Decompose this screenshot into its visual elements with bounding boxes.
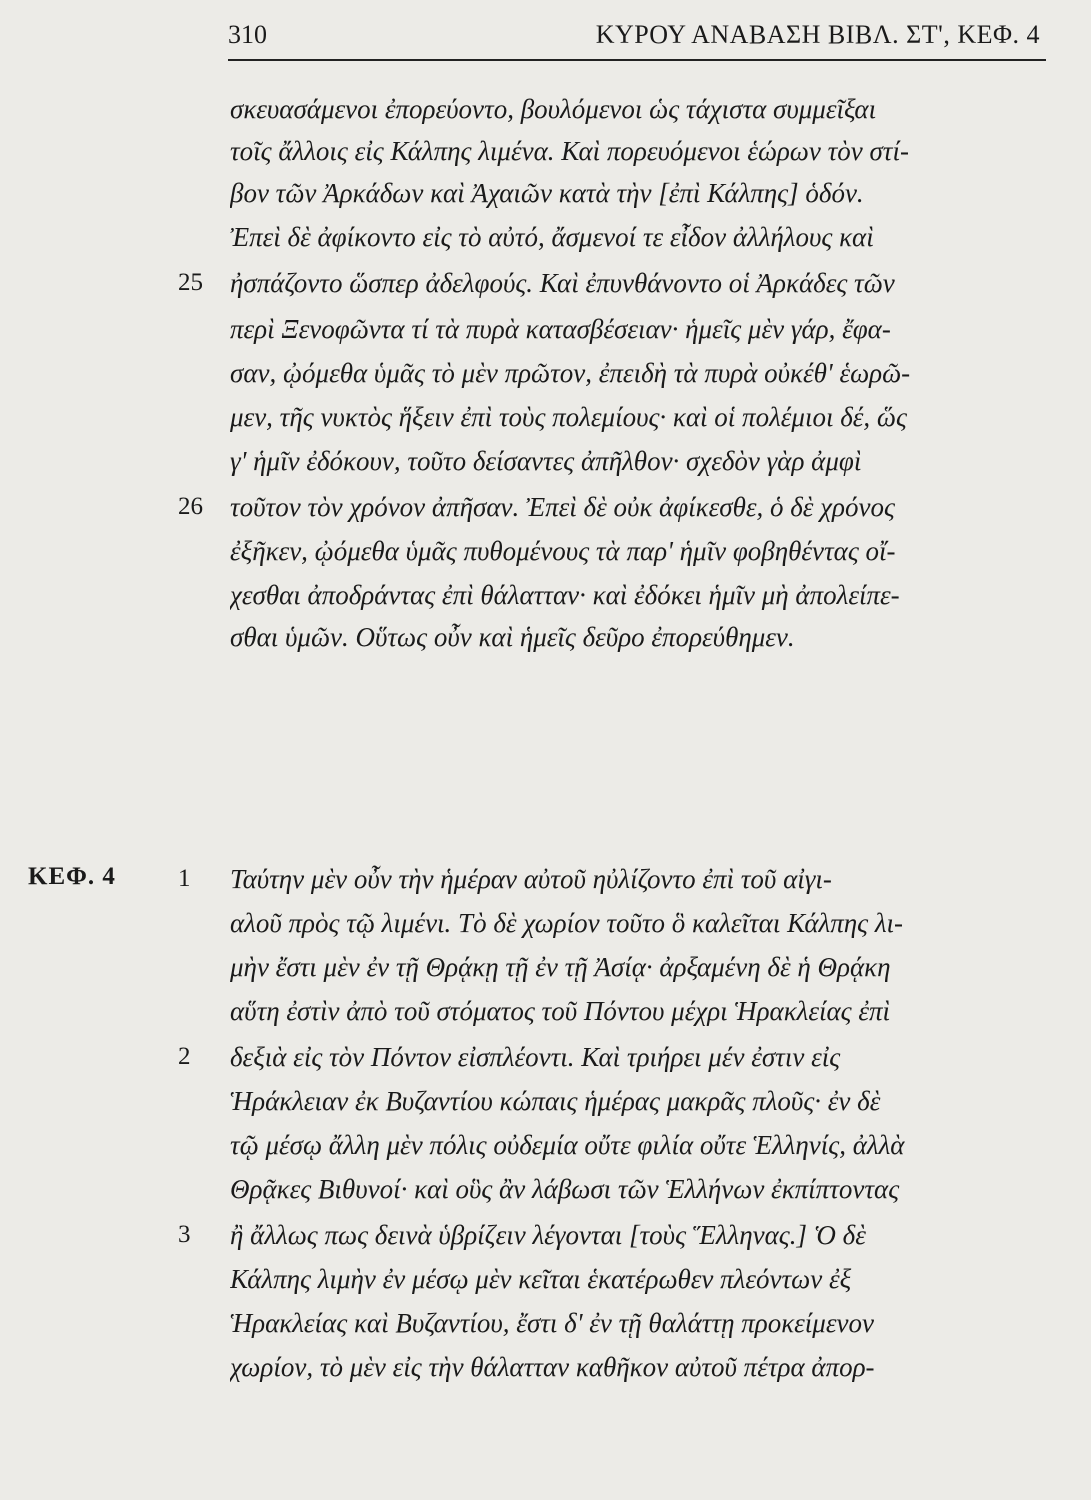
line-number: 26 [178, 493, 203, 520]
text-line: περὶ Ξενοφῶντα τί τὰ πυρὰ κατασβέσειαν· ἡμεῖς μὲν γάρ, ἔφα- [230, 314, 891, 344]
text-line: ἢ ἄλλως πως δεινὰ ὑβρίζειν λέγονται [τοὺς Ἕλληνας.] Ὁ δὲ [230, 1220, 866, 1250]
text-line: σκευασάμενοι ἐπορεύοντο, βουλόμενοι ὡς τάχιστα συμμεῖξαι [230, 94, 877, 124]
text-line: ἠσπάζοντο ὥσπερ ἀδελφούς. Καὶ ἐπυνθάνοντο οἱ Ἀρκάδες τῶν [230, 268, 895, 298]
line-number: 3 [178, 1221, 191, 1248]
page-number: 310 [228, 20, 267, 49]
text-line: σαν, ᾠόμεθα ὑμᾶς τὸ μὲν πρῶτον, ἐπειδὴ τὰ πυρὰ οὐκέθ' ἑωρῶ- [230, 358, 911, 388]
text-line: αλοῦ πρὸς τῷ λιμένι. Τὸ δὲ χωρίον τοῦτο ὃ καλεῖται Κάλπης λι- [230, 908, 904, 938]
line-number: 1 [178, 865, 191, 892]
text-line: τῷ μέσῳ ἄλλη μὲν πόλις οὐδεμία οὔτε φιλία οὔτε Ἑλληνίς, ἀλλὰ [230, 1130, 905, 1160]
text-line: χωρίον, τὸ μὲν εἰς τὴν θάλατταν καθῆκον αὐτοῦ πέτρα ἀπορ- [230, 1352, 875, 1382]
chapter-label: ΚΕΦ. 4 [28, 863, 116, 890]
text-line: αὕτη ἐστὶν ἀπὸ τοῦ στόματος τοῦ Πόντου μέχρι Ἡρακλείας ἐπὶ [230, 996, 891, 1026]
text-line: Ἡράκλειαν ἐκ Βυζαντίου κώπαις ἡμέρας μακρᾶς πλοῦς· ἐν δὲ [230, 1086, 881, 1116]
text-line: σθαι ὑμῶν. Οὕτως οὖν καὶ ἡμεῖς δεῦρο ἐπορεύθημεν. [230, 622, 795, 652]
running-title: ΚΥΡΟΥ ΑΝΑΒΑΣΗ ΒΙΒΛ. ΣΤ', ΚΕΦ. 4 [595, 20, 1040, 49]
text-line: δεξιὰ εἰς τὸν Πόντον εἰσπλέοντι. Καὶ τριήρει μέν ἐστιν εἰς [230, 1042, 841, 1072]
text-line: ἐξῆκεν, ᾠόμεθα ὑμᾶς πυθομένους τὰ παρ' ἡμῖν φοβηθέντας οἴ- [230, 536, 896, 566]
text-line: Ἡρακλείας καὶ Βυζαντίου, ἔστι δ' ἐν τῇ θαλάττῃ προκείμενον [230, 1308, 874, 1338]
text-line: γ' ἡμῖν ἐδόκουν, τοῦτο δείσαντες ἀπῆλθον· σχεδὸν γὰρ ἀμφὶ [230, 446, 862, 476]
text-line: Ἐπεὶ δὲ ἀφίκοντο εἰς τὸ αὐτό, ἄσμενοί τε εἶδον ἀλλήλους καὶ [230, 222, 874, 252]
text-line: Κάλπης λιμὴν ἐν μέσῳ μὲν κεῖται ἑκατέρωθεν πλεόντων ἐξ [230, 1264, 852, 1294]
text-line: τοῖς ἄλλοις εἰς Κάλπης λιμένα. Καὶ πορευόμενοι ἑώρων τὸν στί- [230, 136, 909, 166]
text-line: τοῦτον τὸν χρόνον ἀπῆσαν. Ἐπεὶ δὲ οὐκ ἀφίκεσθε, ὁ δὲ χρόνος [230, 492, 895, 522]
text-line: μεν, τῆς νυκτὸς ἥξειν ἐπὶ τοὺς πολεμίους· καὶ οἱ πολέμιοι δέ, ὥς [230, 402, 907, 432]
running-header [228, 14, 1046, 54]
text-line: βον τῶν Ἀρκάδων καὶ Ἀχαιῶν κατὰ τὴν [ἐπὶ Κάλπης] ὁδόν. [230, 178, 864, 208]
line-number: 25 [178, 269, 203, 296]
text-line: μὴν ἔστι μὲν ἐν τῇ Θρᾴκῃ τῇ ἐν τῇ Ἀσίᾳ· ἀρξαμένη δὲ ἡ Θρᾴκη [230, 952, 891, 982]
header-rule [228, 59, 1046, 61]
text-line: χεσθαι ἀποδράντας ἐπὶ θάλατταν· καὶ ἐδόκει ἡμῖν μὴ ἀπολείπε- [230, 580, 900, 610]
line-number: 2 [178, 1043, 191, 1070]
text-line: Ταύτην μὲν οὖν τὴν ἡμέραν αὐτοῦ ηὐλίζοντο ἐπὶ τοῦ αἰγι- [230, 864, 832, 894]
text-line: Θρᾷκες Βιθυνοί· καὶ οὓς ἂν λάβωσι τῶν Ἑλλήνων ἐκπίπτοντας [230, 1174, 900, 1204]
